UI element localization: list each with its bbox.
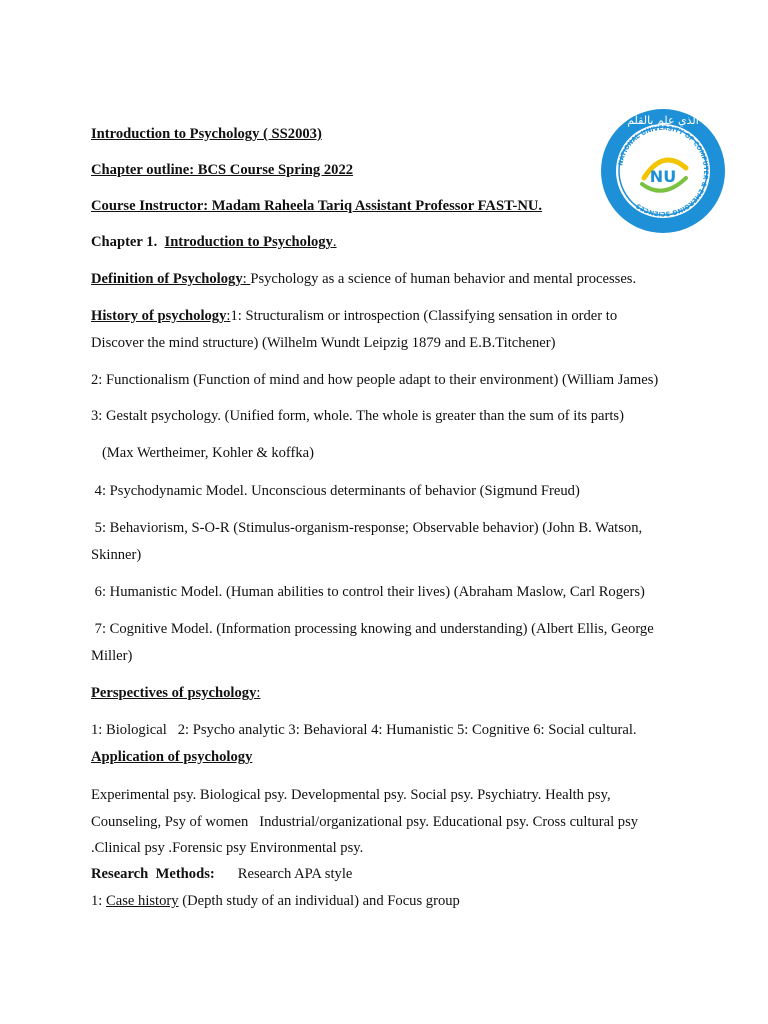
history-item5: 5: Behaviorism, S-O-R (Stimulus-organism-response; Observable behavior) (John B. Watson,	[91, 520, 643, 536]
university-logo	[600, 108, 726, 234]
history-item3: 3: Gestalt psychology. (Unified form, whole. The whole is greater than the sum of its parts)	[91, 408, 624, 424]
history-line-1: History of psychology:1: Structuralism or introspection (Classifying sensation in order to	[91, 308, 618, 324]
logo-arabic-text: الذي علم بالقلم	[627, 114, 699, 127]
definition-text: Psychology as a science of human behavior and mental processes.	[250, 271, 637, 287]
definition-label: Definition of Psychology	[91, 271, 243, 287]
history-item3-line2: (Max Wertheimer, Kohler & koffka)	[91, 445, 315, 461]
history-item6: 6: Humanistic Model. (Human abilities to control their lives) (Abraham Maslow, Carl Rogers)	[91, 584, 645, 600]
history-item7: 7: Cognitive Model. (Information processing knowing and understanding) (Albert Ellis, George	[91, 621, 654, 637]
history-item5-line2: Skinner)	[91, 547, 142, 563]
chapter-prefix: Chapter 1.	[91, 234, 165, 250]
history-item7-line2: Miller)	[91, 648, 133, 664]
application-heading: Application of psychology	[91, 749, 253, 765]
chapter-outline: Chapter outline: BCS Course Spring 2022	[91, 162, 354, 178]
research-label: Research Methods:	[91, 866, 215, 882]
research-methods-line	[91, 865, 352, 883]
course-title: Introduction to Psychology ( SS2003)	[91, 126, 322, 142]
chapter-heading	[91, 233, 337, 251]
application-line-3: .Clinical psy .Forensic psy Environmental psy.	[91, 840, 364, 856]
application-line-2: Counseling, Psy of women Industrial/organizational psy. Educational psy. Cross cultural psy	[91, 814, 639, 830]
case-history-link[interactable]: Case history	[106, 893, 179, 909]
history-item2: 2: Functionalism (Function of mind and how people adapt to their environment) (William James)	[91, 372, 659, 388]
history-item4: 4: Psychodynamic Model. Unconscious determinants of behavior (Sigmund Freud)	[91, 483, 580, 499]
application-line-1: Experimental psy. Biological psy. Developmental psy. Social psy. Psychiatry. Health psy,	[91, 787, 611, 803]
history-label: History of psychology	[91, 308, 227, 324]
definition-line: Definition of Psychology: Psychology as a science of human behavior and mental processes.	[91, 271, 637, 287]
research-item-1: 1: Case history (Depth study of an individual) and Focus group	[91, 893, 460, 909]
logo-initials: NU	[649, 167, 677, 186]
perspectives-label: Perspectives of psychology	[91, 685, 257, 701]
chapter-title: Introduction to Psychology.	[164, 234, 337, 250]
perspectives-list: 1: Biological 2: Psycho analytic 3: Behavioral 4: Humanistic 5: Cognitive 6: Social cultural.	[91, 722, 637, 738]
research-style: Research APA style	[237, 866, 353, 882]
logo-ring-text: NATIONAL UNIVERSITY OF COMPUTER & EMERGING SCIENCES	[617, 124, 710, 218]
history-item1-line2: Discover the mind structure) (Wilhelm Wundt Leipzig 1879 and E.B.Titchener)	[91, 335, 556, 351]
perspectives-heading: Perspectives of psychology:	[91, 685, 261, 701]
course-instructor: Course Instructor: Madam Raheela Tariq Assistant Professor FAST-NU.	[91, 198, 543, 214]
